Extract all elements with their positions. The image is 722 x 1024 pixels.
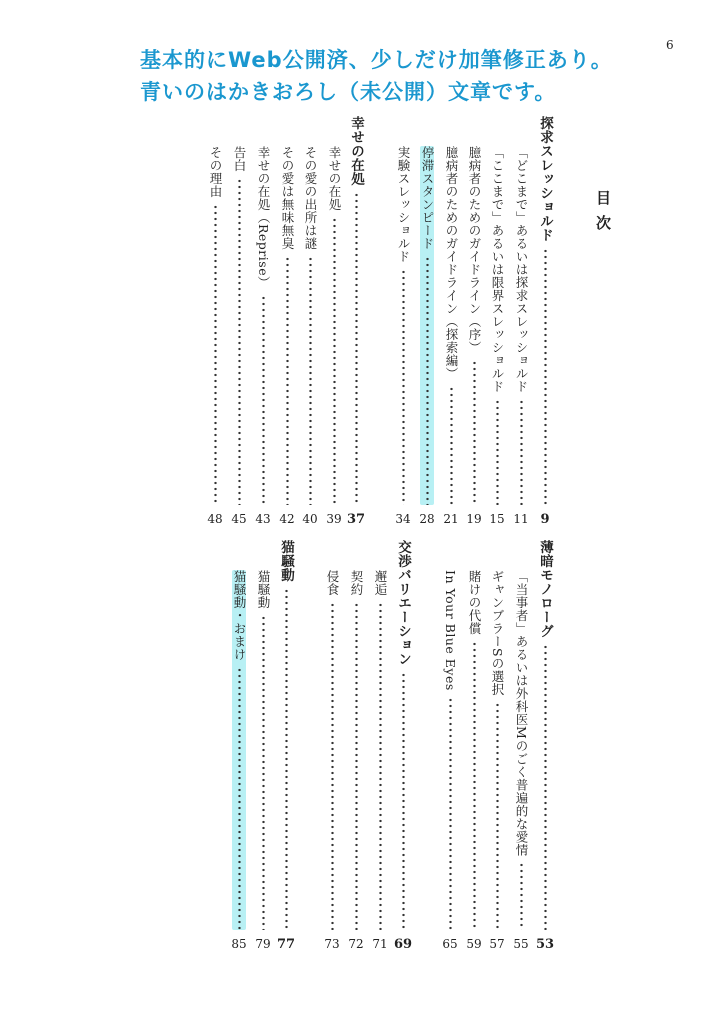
toc-page-number: 9 bbox=[540, 512, 550, 527]
toc-entry bbox=[511, 540, 531, 955]
toc-title: その理由 bbox=[208, 146, 223, 198]
toc-title: 停滞スタンピード bbox=[420, 146, 435, 250]
toc-page-number: 19 bbox=[466, 512, 482, 526]
toc-entry bbox=[464, 116, 484, 530]
toc-page-number: 69 bbox=[393, 937, 413, 952]
dot-leader bbox=[426, 256, 429, 505]
toc-title: In Your Blue Eyes bbox=[443, 570, 458, 691]
toc-title: 「当事者」あるいは外科医Mのごく普遍的な愛情 bbox=[514, 570, 529, 857]
dot-leader bbox=[520, 399, 523, 505]
toc-title: 交渉バリエーション bbox=[395, 540, 411, 666]
toc-title: その愛の出所は謎 bbox=[303, 146, 318, 250]
toc-title: 侵食 bbox=[325, 570, 340, 596]
toc-page-number: 85 bbox=[231, 937, 247, 951]
toc-page-number: 73 bbox=[324, 937, 340, 951]
toc-title: 猫騒動 bbox=[278, 540, 294, 582]
toc-section bbox=[276, 540, 296, 955]
toc-entry bbox=[253, 540, 273, 955]
toc-title: 賭けの代償 bbox=[467, 570, 482, 635]
toc-title: 幸せの在処 bbox=[327, 146, 342, 211]
dot-leader bbox=[379, 602, 382, 930]
toc-title: その愛は無味無臭 bbox=[280, 146, 295, 250]
toc-section bbox=[393, 540, 413, 955]
toc-page-number: 43 bbox=[255, 512, 271, 526]
toc-section bbox=[535, 540, 555, 955]
dot-leader bbox=[285, 588, 288, 930]
dot-leader bbox=[238, 667, 241, 930]
dot-leader bbox=[473, 641, 476, 930]
dot-leader bbox=[331, 602, 334, 930]
toc-entry bbox=[417, 116, 437, 530]
toc-title: 幸せの在処 bbox=[348, 116, 364, 186]
toc-page-number: 55 bbox=[513, 937, 529, 951]
dot-leader bbox=[333, 217, 336, 505]
dot-leader bbox=[496, 702, 499, 930]
note-line-2: 青いのはかきおろし（未公開）文章です。 bbox=[140, 80, 557, 104]
toc-page-number: 28 bbox=[419, 512, 435, 526]
toc-entry bbox=[229, 116, 249, 530]
toc-page-number: 65 bbox=[442, 937, 458, 951]
dot-leader bbox=[450, 386, 453, 505]
toc-entry bbox=[300, 116, 320, 530]
page-number: 6 bbox=[666, 38, 674, 52]
dot-leader bbox=[496, 399, 499, 505]
toc-entry bbox=[441, 116, 461, 530]
toc-title: 「ここまで」あるいは限界スレッショルド bbox=[490, 146, 505, 393]
toc-entry bbox=[487, 116, 507, 530]
toc-title: 探求スレッショルド bbox=[537, 116, 553, 242]
toc-page-number: 21 bbox=[443, 512, 459, 526]
toc-page-number: 42 bbox=[279, 512, 295, 526]
toc-page-number: 39 bbox=[326, 512, 342, 526]
dot-leader bbox=[262, 615, 265, 930]
toc-title: 薄暗モノローグ bbox=[537, 540, 553, 638]
toc-page-number: 79 bbox=[255, 937, 271, 951]
toc-page-number: 37 bbox=[346, 512, 366, 527]
note-line-1: 基本的にWeb公開済、少しだけ加筆修正あり。 bbox=[140, 48, 613, 72]
toc-entry bbox=[322, 540, 342, 955]
dot-leader bbox=[402, 672, 405, 930]
toc-title: 「どこまで」あるいは探求スレッショルド bbox=[514, 146, 529, 393]
dot-leader bbox=[544, 644, 547, 930]
dot-leader bbox=[214, 204, 217, 505]
toc-page-number: 45 bbox=[231, 512, 247, 526]
toc-page-number: 15 bbox=[489, 512, 505, 526]
toc-entry bbox=[324, 116, 344, 530]
toc-page-number: 77 bbox=[276, 937, 296, 952]
toc-title: 臆病者のためのガイドライン（探索編） bbox=[444, 146, 459, 380]
dot-leader bbox=[520, 862, 523, 930]
toc-title: 告白 bbox=[232, 146, 247, 172]
toc-title: 邂逅 bbox=[373, 570, 388, 596]
dot-leader bbox=[355, 602, 358, 930]
toc-page-number: 59 bbox=[466, 937, 482, 951]
toc-entry bbox=[440, 540, 460, 955]
dot-leader bbox=[402, 269, 405, 505]
toc-page-number: 34 bbox=[395, 512, 411, 526]
toc-page-number: 40 bbox=[302, 512, 318, 526]
toc-title: 実験スレッショルド bbox=[396, 146, 411, 263]
toc-title: ギャンブラーSの選択 bbox=[490, 570, 505, 697]
toc-title: 臆病者のためのガイドライン（序） bbox=[467, 146, 482, 354]
toc-page-number: 57 bbox=[489, 937, 505, 951]
toc-title: 幸せの在処（Reprise） bbox=[256, 146, 271, 290]
toc-entry bbox=[393, 116, 413, 530]
toc-section bbox=[346, 116, 366, 530]
toc-page-number: 48 bbox=[207, 512, 223, 526]
dot-leader bbox=[544, 248, 547, 505]
toc-section bbox=[535, 116, 555, 530]
toc-title: 契約 bbox=[349, 570, 364, 596]
toc-entry bbox=[487, 540, 507, 955]
toc-entry bbox=[346, 540, 366, 955]
toc-page-number: 71 bbox=[372, 937, 388, 951]
dot-leader bbox=[286, 256, 289, 505]
toc-page-number: 72 bbox=[348, 937, 364, 951]
dot-leader bbox=[262, 295, 265, 505]
toc-title: 猫騒動 bbox=[256, 570, 271, 609]
toc-title: 猫騒動・おまけ bbox=[232, 570, 247, 661]
toc-page-number: 11 bbox=[513, 512, 529, 526]
toc-entry bbox=[370, 540, 390, 955]
dot-leader bbox=[238, 178, 241, 505]
dot-leader bbox=[309, 256, 312, 505]
toc-entry bbox=[277, 116, 297, 530]
toc-entry bbox=[205, 116, 225, 530]
toc-entry bbox=[511, 116, 531, 530]
toc-entry bbox=[229, 540, 249, 955]
toc-entry bbox=[253, 116, 273, 530]
dot-leader bbox=[355, 192, 358, 505]
dot-leader bbox=[473, 360, 476, 505]
toc-heading: 目次 bbox=[594, 190, 612, 240]
toc-entry bbox=[464, 540, 484, 955]
toc-page-number: 53 bbox=[535, 937, 555, 952]
dot-leader bbox=[449, 697, 452, 930]
